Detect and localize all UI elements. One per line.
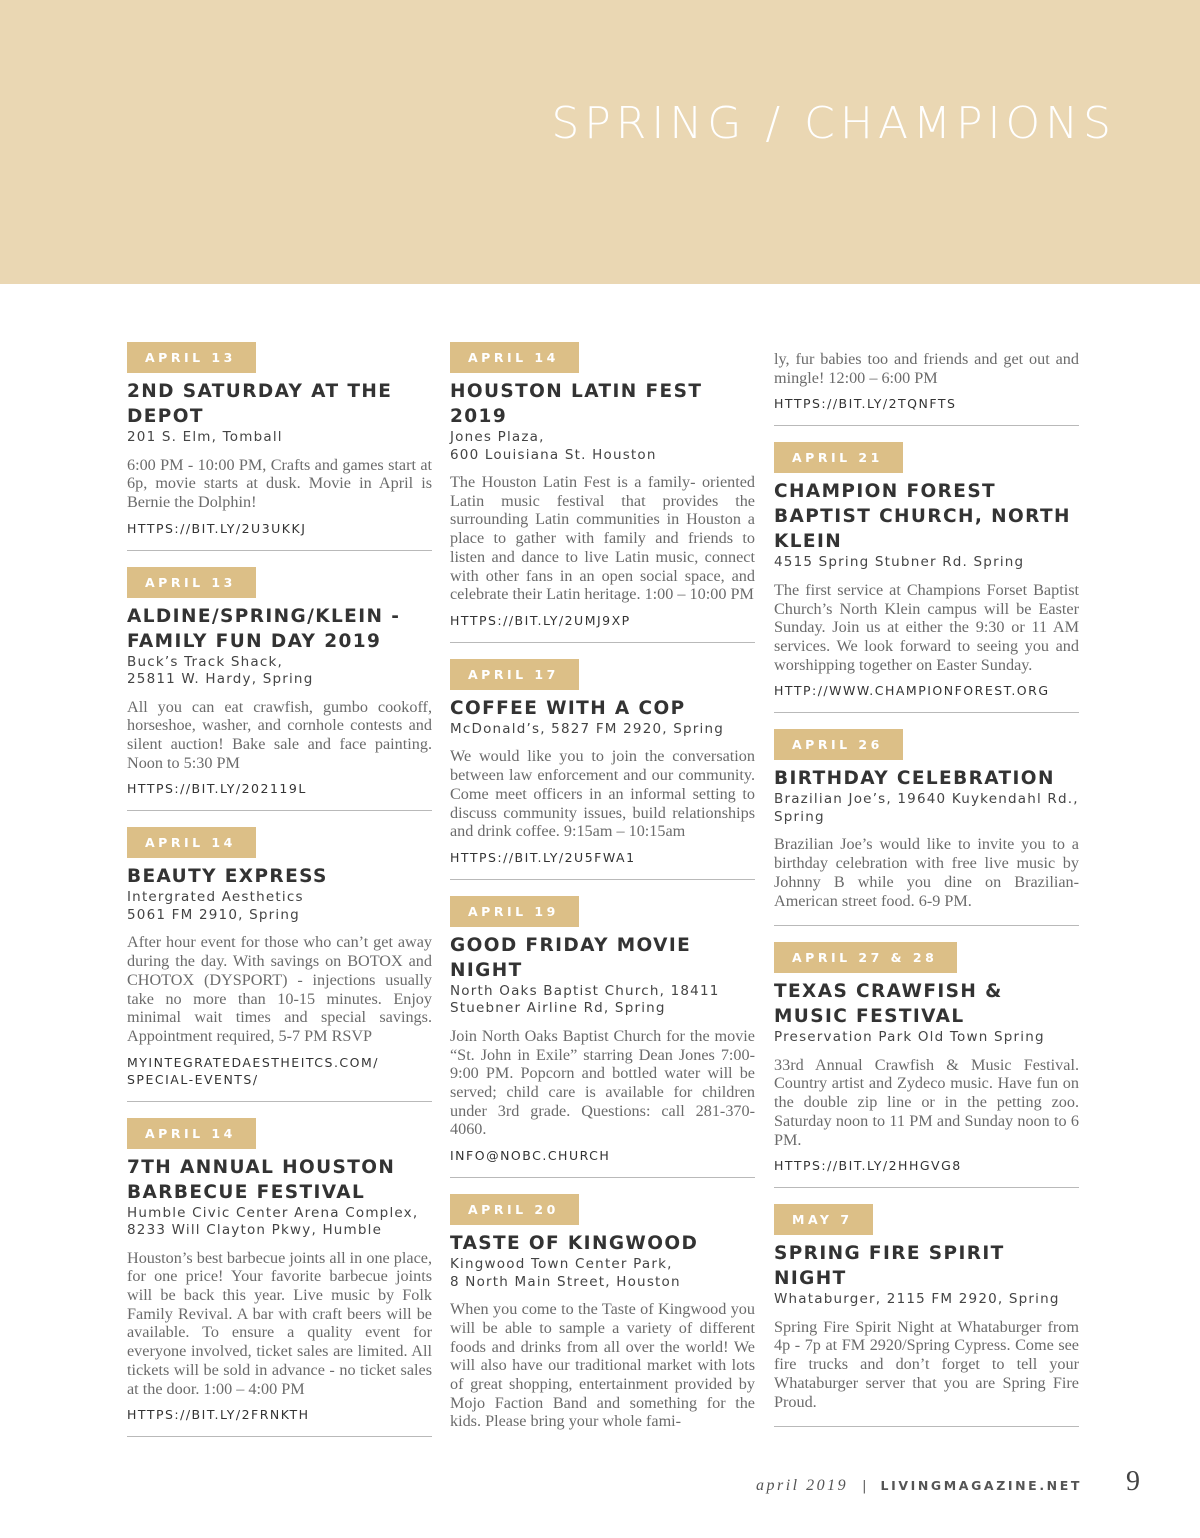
footer-website-link[interactable]: LIVINGMAGAZINE.NET: [880, 1478, 1082, 1493]
event-location: Whataburger, 2115 FM 2920, Spring: [774, 1291, 1060, 1308]
event-title: ALDINE/SPRING/KLEIN - FAMILY FUN DAY 2019: [127, 605, 401, 652]
event-title: BIRTHDAY CELEBRATION: [774, 768, 1055, 790]
event-date-badge: APRIL 19: [450, 896, 579, 927]
event-location: Buck’s Track Shack, 25811 W. Hardy, Spring: [127, 653, 314, 688]
event-title: COFFEE WITH A COP: [450, 697, 686, 719]
event-link[interactable]: MYINTEGRATEDAESTHEITCS.COM/ SPECIAL-EVENTS/: [127, 1054, 379, 1087]
events-column-2: [450, 342, 755, 1462]
event-listing: [127, 567, 432, 812]
event-location: 201 S. Elm, Tomball: [127, 429, 283, 445]
event-listing: [774, 942, 1079, 1188]
event-link[interactable]: HTTPS://BIT.LY/2TQNFTS: [774, 396, 957, 412]
event-description: 33rd Annual Crawfish & Music Festival. Country artist and Zydeco music. Have fun on the double zip line or in the petting zoo. Saturday noon to 11 PM and Sunday noon to 6 PM.: [774, 1055, 1079, 1149]
event-description: Brazilian Joe’s would like to invite you to a birthday celebration with free live music by Johnny B while you dine on Brazilian-American street food. 6-9 PM.: [774, 835, 1079, 910]
event-location: Kingwood Town Center Park, 8 North Main Street, Houston: [450, 1256, 681, 1290]
event-description: We would like you to join the conversation between law enforcement and our community. Come meet officers in an informal setting to discuss community issues, build relationships and drink coffee. 9:15am – 10:15am: [450, 747, 755, 841]
event-location: Brazilian Joe’s, 19640 Kuykendahl Rd., Spring: [774, 791, 1079, 825]
event-location: Jones Plaza, 600 Louisiana St. Houston: [450, 429, 657, 463]
page-footer: [756, 1466, 1140, 1498]
header-banner: [0, 0, 1200, 284]
event-description: Houston’s best barbecue joints all in one place, for one price! Your favorite barbecue joints will be back this year. Live music by Folk Family Revival. A bar with craft beers will be available. To ensure a quality event for everyone involved, ticket sales are limited. All tickets will be sold in advance - no ticket sales at the door. 1:00 – 4:00 PM: [127, 1248, 432, 1398]
event-listing: [450, 659, 755, 880]
event-link[interactable]: HTTPS://BIT.LY/2HHGVG8: [774, 1158, 962, 1174]
event-link[interactable]: HTTPS://BIT.LY/2U5FWA1: [450, 849, 636, 865]
event-date-badge: APRIL 27 & 28: [774, 942, 957, 973]
event-listing: [450, 342, 755, 643]
event-listing: [127, 827, 432, 1101]
event-link[interactable]: INFO@NOBC.CHURCH: [450, 1148, 611, 1164]
event-title: 7TH ANNUAL HOUSTON BARBECUE FESTIVAL: [127, 1156, 396, 1203]
event-date-badge: APRIL 13: [127, 342, 256, 373]
event-listing: [127, 342, 432, 551]
footer-issue: april 2019: [755, 1477, 849, 1494]
event-date-badge: MAY 7: [774, 1204, 873, 1235]
event-listing: [127, 1118, 432, 1438]
events-column-3: [774, 342, 1079, 1443]
event-location: North Oaks Baptist Church, 18411 Stuebner Airline Rd, Spring: [450, 982, 720, 1017]
event-description: 6:00 PM - 10:00 PM, Crafts and games start at 6p, movie starts at dusk. Movie in April is Bernie the Dolphin!: [127, 455, 432, 511]
event-title: BEAUTY EXPRESS: [127, 866, 328, 888]
event-title: SPRING FIRE SPIRIT NIGHT: [774, 1243, 1005, 1290]
event-location: Humble Civic Center Arena Complex, 8233 Will Clayton Pkwy, Humble: [127, 1204, 419, 1239]
event-description: Spring Fire Spirit Night at Whataburger from 4p - 7p at FM 2920/Spring Cypress. Come see fire trucks and don’t forget to tell your Whataburger server that you are Spring Fire Proud.: [774, 1317, 1079, 1411]
event-title: CHAMPION FOREST BAPTIST CHURCH, NORTH KLEIN: [774, 481, 1071, 553]
event-date-badge: APRIL 14: [127, 827, 256, 858]
event-location: Preservation Park Old Town Spring: [774, 1029, 1045, 1046]
event-listing: [774, 442, 1079, 713]
event-listing: [450, 1194, 755, 1446]
event-title: TASTE OF KINGWOOD: [450, 1233, 699, 1255]
event-description: Join North Oaks Baptist Church for the movie “St. John in Exile” starring Dean Jones 7:00-9:00 PM. Popcorn and bottled water will be served; child care is available for children under 3rd grade. Questions: call 281-370-4060.: [450, 1026, 755, 1139]
event-continuation: [774, 350, 1079, 426]
event-description: The first service at Champions Forset Baptist Church’s North Klein campus will be Easter Sunday. Join us at either the 9:30 or 11 AM services. We look forward to seeing you and worshipping together on Easter Sunday.: [774, 580, 1079, 674]
events-column-1: [127, 342, 432, 1453]
event-description: After hour event for those who can’t get away during the day. With savings on BOTOX and CHOTOX (DYSPORT) - injections usually take no more than 10-15 minutes. Enjoy minimal wait times and special savings. Appointment required, 5-7 PM RSVP: [127, 933, 432, 1045]
event-link[interactable]: HTTPS://BIT.LY/2U3UKKJ: [127, 520, 307, 536]
event-date-badge: APRIL 26: [774, 729, 903, 760]
event-date-badge: APRIL 20: [450, 1194, 579, 1225]
event-link[interactable]: HTTPS://BIT.LY/2FRNKTH: [127, 1407, 310, 1423]
event-location: 4515 Spring Stubner Rd. Spring: [774, 554, 1025, 571]
event-date-badge: APRIL 17: [450, 659, 579, 690]
event-title: 2ND SATURDAY AT THE DEPOT: [127, 381, 393, 427]
section-title: SPRING / CHAMPIONS: [551, 98, 1116, 149]
event-date-badge: APRIL 13: [127, 567, 256, 598]
event-listing: [450, 896, 755, 1178]
event-listing: [774, 729, 1079, 926]
event-link[interactable]: HTTP://WWW.CHAMPIONFOREST.ORG: [774, 683, 1050, 699]
event-title: HOUSTON LATIN FEST 2019: [450, 381, 703, 427]
footer-separator: |: [862, 1479, 867, 1494]
event-link[interactable]: HTTPS://BIT.LY/202119L: [127, 781, 307, 797]
page-number: 9: [1126, 1466, 1140, 1497]
event-location: Intergrated Aesthetics 5061 FM 2910, Spring: [127, 889, 304, 923]
event-description: The Houston Latin Fest is a family- oriented Latin music festival that provides the surrounding Latin communities in Houston a place to gather with family and friends to listen and dance to live Latin music, connect with other fans in an open social space, and celebrate their Latin heritage. 1:00 – 10:00 PM: [450, 473, 755, 604]
event-date-badge: APRIL 14: [450, 342, 579, 373]
event-date-badge: APRIL 21: [774, 442, 903, 473]
event-description: All you can eat crawfish, gumbo cookoff, horseshoe, washer, and cornhole contests and silent auction! Bake sale and face painting. Noon to 5:30 PM: [127, 697, 432, 772]
event-description: ly, fur babies too and friends and get out and mingle! 12:00 – 6:00 PM: [774, 350, 1079, 387]
event-link[interactable]: HTTPS://BIT.LY/2UMJ9XP: [450, 612, 631, 628]
event-date-badge: APRIL 14: [127, 1118, 256, 1149]
event-description: When you come to the Taste of Kingwood you will be able to sample a variety of different foods and drinks from all over the world! We will also have our traditional market with lots of great shopping, entertainment provided by Mojo Faction Band and something for the kids. Please bring your whole fami-: [450, 1300, 755, 1431]
event-title: TEXAS CRAWFISH & MUSIC FESTIVAL: [774, 981, 1003, 1028]
event-title: GOOD FRIDAY MOVIE NIGHT: [450, 934, 692, 981]
event-listing: [774, 1204, 1079, 1427]
event-location: McDonald’s, 5827 FM 2920, Spring: [450, 720, 725, 737]
